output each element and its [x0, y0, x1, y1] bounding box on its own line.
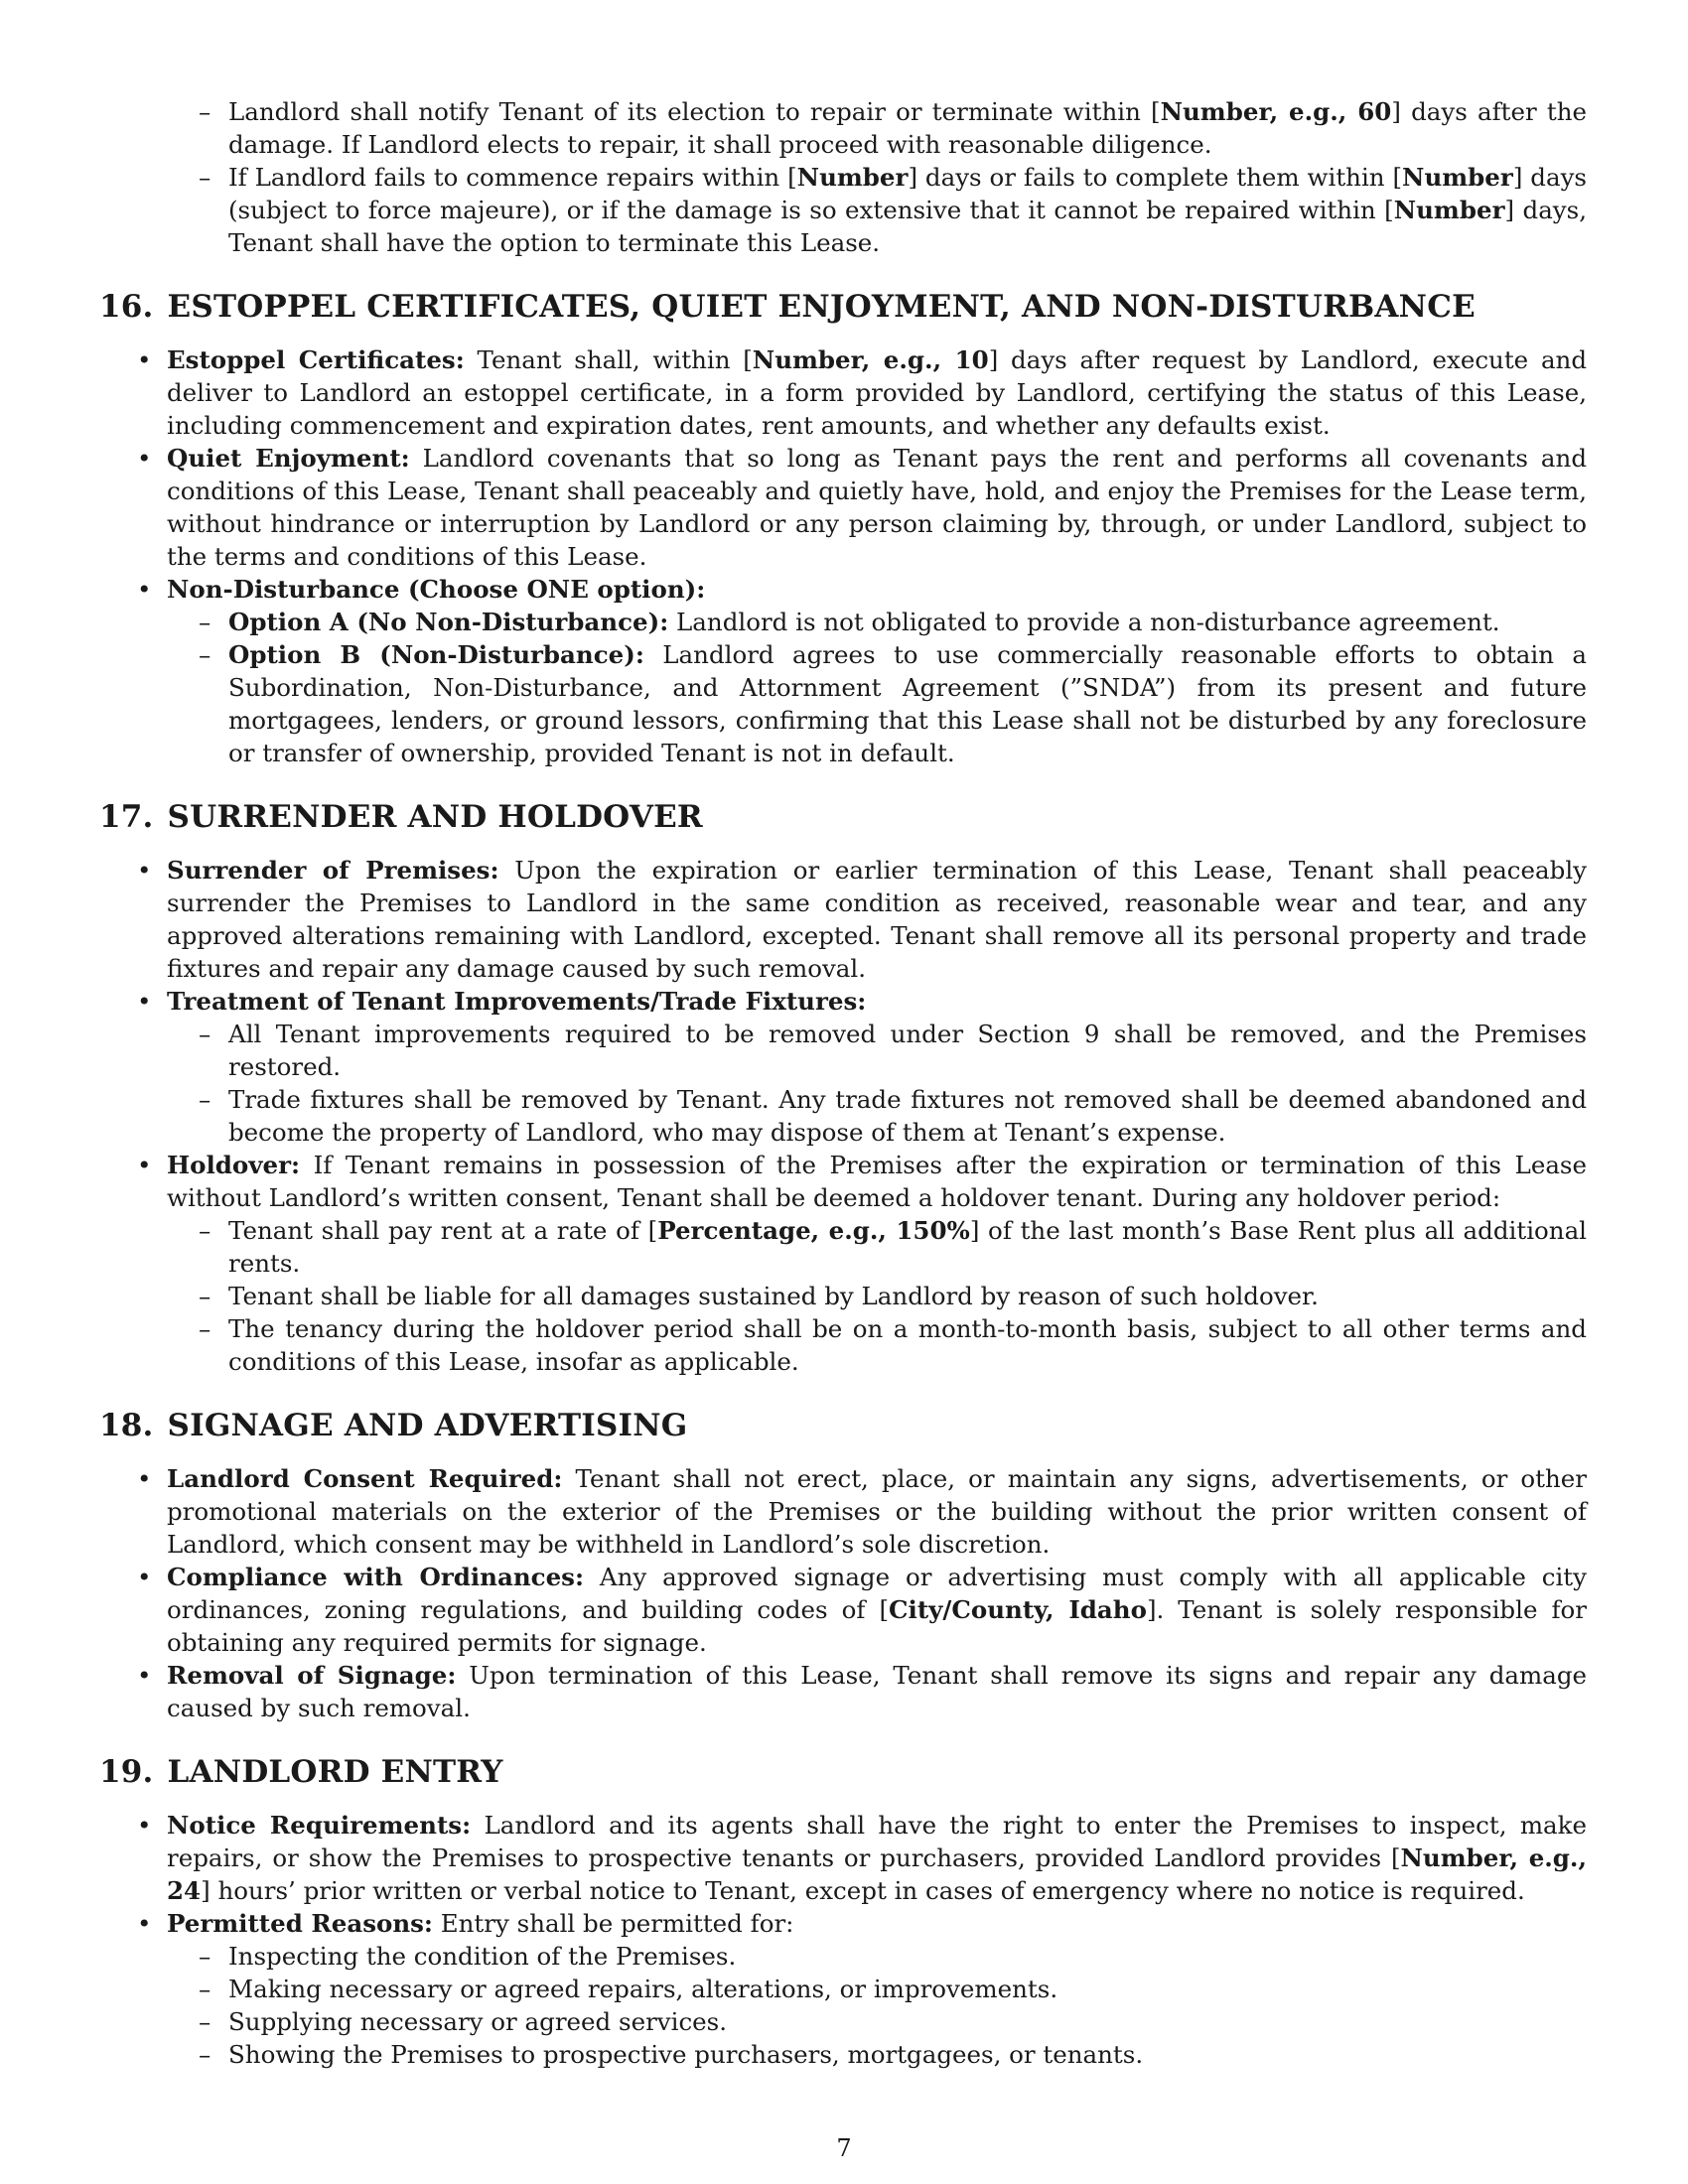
sublist [167, 1018, 1587, 1149]
continued-sublist [167, 95, 1587, 259]
list-item: – Trade fixtures shall be removed by Tenant. Any trade fixtures not removed shall be deemed abandoned and become the property of Landlord, who may dispose of them at Tenant’s expense. [228, 1083, 1587, 1149]
list-item: – Supplying necessary or agreed services. [228, 2005, 1587, 2038]
section-19-list [167, 1809, 1587, 2071]
section-18-list [167, 1462, 1587, 1724]
list-item: • Holdover: If Tenant remains in possession of the Premises after the expiration or termination of this Lease without Landlord’s written consent, Tenant shall be deemed a holdover tenant. During any holdover period: – Tenant shall pay rent at a rate of [Percentage, e.g., 150%] of the last month’s Base Rent plus all additional rents. – Tenant shall be liable for all damages sustained by Landlord by reason of such holdover. – The tenancy during the holdover period shall be on a month-to-month basis, subject to all other terms and conditions of this Lease, insofar as applicable. [167, 1149, 1587, 1378]
section-16-list [167, 343, 1587, 769]
list-item: – Landlord shall notify Tenant of its election to repair or terminate within [Number, e.g., 60] days after the damage. If Landlord elects to repair, it shall proceed with reasonable diligence. [228, 95, 1587, 161]
sublist [167, 606, 1587, 769]
sublist [167, 1940, 1587, 2071]
list-item: • Estoppel Certificates: Tenant shall, within [Number, e.g., 10] days after request by Landlord, execute and deliver to Landlord an estoppel certificate, in a form provided by Landlord, certifying the status of this Lease, including commencement and expiration dates, rent amounts, and whether any defaults exist. [167, 343, 1587, 442]
document-page [99, 95, 1588, 2071]
list-item: • Permitted Reasons: Entry shall be permitted for: – Inspecting the condition of the Premises. – Making necessary or agreed repairs, alterations, or improvements. – Supplying necessary or agreed services. – Showing the Premises to prospective purchasers, mortgagees, or tenants. [167, 1907, 1587, 2071]
page-number: 7 [836, 2134, 852, 2162]
list-item: – If Landlord fails to commence repairs within [Number] days or fails to complete them within [Number] days (subject to force majeure), or if the damage is so extensive that it cannot be repaired within [Number] days, Tenant shall have the option to terminate this Lease. [228, 161, 1587, 259]
list-item: – Making necessary or agreed repairs, alterations, or improvements. [228, 1973, 1587, 2005]
list-item: • Quiet Enjoyment: Landlord covenants that so long as Tenant pays the rent and performs all covenants and conditions of this Lease, Tenant shall peaceably and quietly have, hold, and enjoy the Premises for the Lease term, without hindrance or interruption by Landlord or any person claiming by, through, or under Landlord, subject to the terms and conditions of this Lease. [167, 442, 1587, 573]
list-item: – Tenant shall be liable for all damages sustained by Landlord by reason of such holdover. [228, 1280, 1587, 1312]
section-16-heading: 16. ESTOPPEL CERTIFICATES, QUIET ENJOYMENT, AND NON-DISTURBANCE [99, 289, 1476, 325]
section-17-list [167, 854, 1587, 1378]
list-item: • Landlord Consent Required: Tenant shall not erect, place, or maintain any signs, advertisements, or other promotional materials on the exterior of the Premises or the building without the prior written consent of Landlord, which consent may be withheld in Landlord’s sole discretion. [167, 1462, 1587, 1561]
list-item: • Removal of Signage: Upon termination of this Lease, Tenant shall remove its signs and repair any damage caused by such removal. [167, 1659, 1587, 1724]
list-item: • Compliance with Ordinances: Any approved signage or advertising must comply with all applicable city ordinances, zoning regulations, and building codes of [City/County, Idaho]. Tenant is solely responsible for obtaining any required permits for signage. [167, 1561, 1587, 1659]
section-19-heading: 19. LANDLORD ENTRY [99, 1754, 503, 1790]
list-item: – Showing the Premises to prospective purchasers, mortgagees, or tenants. [228, 2038, 1587, 2071]
list-item: • Surrender of Premises: Upon the expiration or earlier termination of this Lease, Tenant shall peaceably surrender the Premises to Landlord in the same condition as received, reasonable wear and tear, and any approved alterations remaining with Landlord, excepted. Tenant shall remove all its personal property and trade fixtures and repair any damage caused by such removal. [167, 854, 1587, 985]
list-item: – Option B (Non-Disturbance): Landlord agrees to use commercially reasonable efforts to obtain a Subordination, Non-Disturbance, and Attornment Agreement (”SNDA”) from its present and future mortgagees, lenders, or ground lessors, confirming that this Lease shall not be disturbed by any foreclosure or transfer of ownership, provided Tenant is not in default. [228, 638, 1587, 769]
section-18-heading: 18. SIGNAGE AND ADVERTISING [99, 1408, 688, 1443]
sublist [167, 1214, 1587, 1378]
list-item: – The tenancy during the holdover period shall be on a month-to-month basis, subject to all other terms and conditions of this Lease, insofar as applicable. [228, 1312, 1587, 1378]
list-item: • Non-Disturbance (Choose ONE option): – Option A (No Non-Disturbance): Landlord is not obligated to provide a non-disturbance agreement. – Option B (Non-Disturbance): Landlord agrees to use commercially reasonable efforts to obtain a Subordination, Non-Disturbance, and Attornment Agreement (”SNDA”) from its present and future mortgagees, lenders, or ground lessors, confirming that this Lease shall not be disturbed by any foreclosure or transfer of ownership, provided Tenant is not in default. [167, 573, 1587, 769]
list-item: – Inspecting the condition of the Premises. [228, 1940, 1587, 1973]
list-item: • Treatment of Tenant Improvements/Trade Fixtures: – All Tenant improvements required to be removed under Section 9 shall be removed, and the Premises restored. – Trade fixtures shall be removed by Tenant. Any trade fixtures not removed shall be deemed abandoned and become the property of Landlord, who may dispose of them at Tenant’s expense. [167, 985, 1587, 1149]
list-item: • Notice Requirements: Landlord and its agents shall have the right to enter the Premises to inspect, make repairs, or show the Premises to prospective tenants or purchasers, provided Landlord provides [Number, e.g., 24] hours’ prior written or verbal notice to Tenant, except in cases of emergency where no notice is required. [167, 1809, 1587, 1907]
list-item: – Option A (No Non-Disturbance): Landlord is not obligated to provide a non-disturbance agreement. [228, 606, 1587, 638]
list-item: – Tenant shall pay rent at a rate of [Percentage, e.g., 150%] of the last month’s Base Rent plus all additional rents. [228, 1214, 1587, 1280]
section-17-heading: 17. SURRENDER AND HOLDOVER [99, 799, 703, 835]
list-item: – All Tenant improvements required to be removed under Section 9 shall be removed, and the Premises restored. [228, 1018, 1587, 1083]
